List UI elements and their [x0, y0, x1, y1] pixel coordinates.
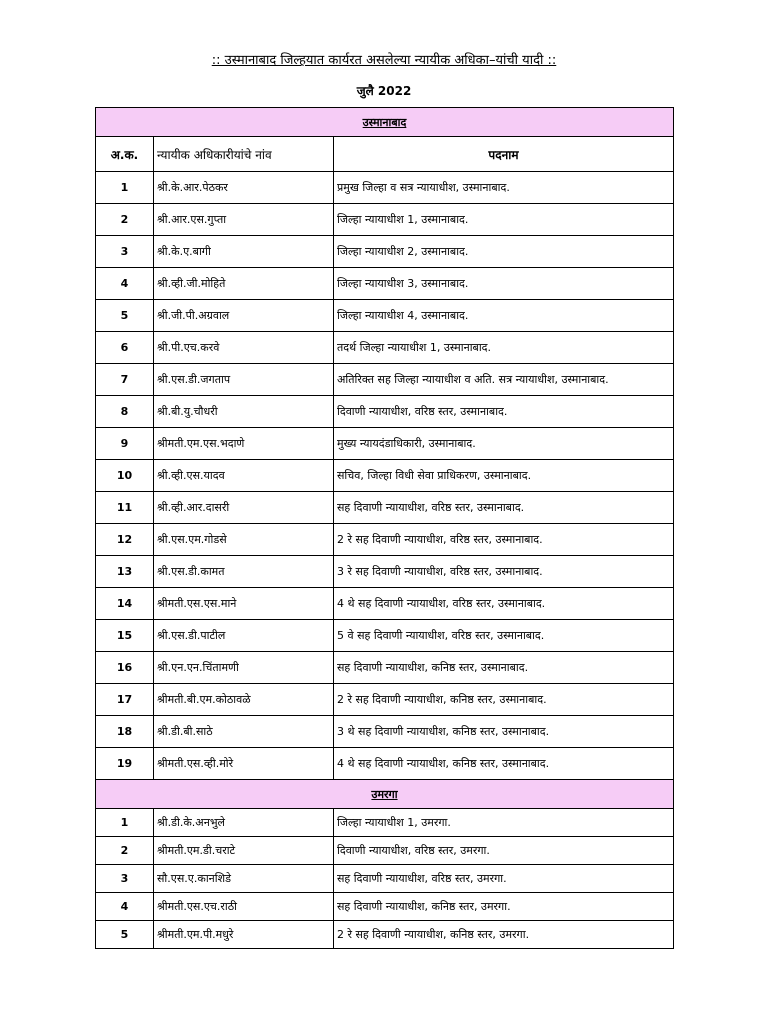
officer-name: श्रीमती.एम.पी.मधुरे — [154, 921, 334, 949]
row-number: 15 — [96, 620, 154, 652]
officer-designation: दिवाणी न्यायाधीश, वरिष्ठ स्तर, उस्मानाबाद. — [334, 396, 674, 428]
officer-name: श्रीमती.एस.व्ही.मोरे — [154, 748, 334, 780]
table-row — [96, 300, 674, 332]
officer-name: श्री.एस.एम.गोडसे — [154, 524, 334, 556]
officer-name: श्रीमती.एस.एस.माने — [154, 588, 334, 620]
row-number: 13 — [96, 556, 154, 588]
row-number: 8 — [96, 396, 154, 428]
row-number: 16 — [96, 652, 154, 684]
officer-name: श्री.जी.पी.अग्रवाल — [154, 300, 334, 332]
officer-name: श्री.एस.डी.जगताप — [154, 364, 334, 396]
table-row — [96, 837, 674, 865]
officer-name: श्री.के.ए.बागी — [154, 236, 334, 268]
document-date: जुलै 2022 — [356, 84, 412, 98]
row-number: 5 — [96, 300, 154, 332]
row-number: 3 — [96, 236, 154, 268]
officer-name: श्रीमती.एम.एस.भदाणे — [154, 428, 334, 460]
officer-name: श्री.व्ही.जी.मोहिते — [154, 268, 334, 300]
officer-designation: अतिरिक्त सह जिल्हा न्यायाधीश व अति. सत्र न्यायाधीश, उस्मानाबाद. — [334, 364, 674, 396]
table-row — [96, 428, 674, 460]
officer-designation: 4 थे सह दिवाणी न्यायाधीश, कनिष्ठ स्तर, उस्मानाबाद. — [334, 748, 674, 780]
row-number: 11 — [96, 492, 154, 524]
row-number: 19 — [96, 748, 154, 780]
row-number: 5 — [96, 921, 154, 949]
officer-name: सौ.एस.ए.कानशिडे — [154, 865, 334, 893]
officer-designation: तदर्थ जिल्हा न्यायाधीश 1, उस्मानाबाद. — [334, 332, 674, 364]
column-header-number: अ.क. — [96, 137, 154, 172]
officer-name: श्री.एस.डी.कामत — [154, 556, 334, 588]
officer-name: श्री.एन.एन.चिंतामणी — [154, 652, 334, 684]
officer-name: श्री.डी.बी.साठे — [154, 716, 334, 748]
officer-name: श्रीमती.बी.एम.कोठावळे — [154, 684, 334, 716]
table-row — [96, 236, 674, 268]
officer-designation: 2 रे सह दिवाणी न्यायाधीश, वरिष्ठ स्तर, उस्मानाबाद. — [334, 524, 674, 556]
table-row — [96, 172, 674, 204]
officer-name: श्री.पी.एच.करवे — [154, 332, 334, 364]
officer-name: श्री.डी.के.अनभुले — [154, 809, 334, 837]
section-header-row — [96, 108, 674, 137]
row-number: 1 — [96, 809, 154, 837]
table-row — [96, 332, 674, 364]
officer-designation: जिल्हा न्यायाधीश 2, उस्मानाबाद. — [334, 236, 674, 268]
table-row — [96, 492, 674, 524]
officer-designation: जिल्हा न्यायाधीश 3, उस्मानाबाद. — [334, 268, 674, 300]
table-row — [96, 748, 674, 780]
officer-name: श्रीमती.एस.एच.राठी — [154, 893, 334, 921]
officer-designation: 2 रे सह दिवाणी न्यायाधीश, कनिष्ठ स्तर, उस्मानाबाद. — [334, 684, 674, 716]
row-number: 17 — [96, 684, 154, 716]
officer-name: श्री.व्ही.एस.यादव — [154, 460, 334, 492]
row-number: 2 — [96, 204, 154, 236]
officer-name: श्री.बी.यु.चौधरी — [154, 396, 334, 428]
page-title: :: उस्मानाबाद जिल्हयात कार्यरत असलेल्या न्यायीक अधिका–यांची यादी :: — [211, 53, 557, 68]
row-number: 2 — [96, 837, 154, 865]
officers-table — [95, 107, 674, 949]
table-row — [96, 809, 674, 837]
officer-designation: 2 रे सह दिवाणी न्यायाधीश, कनिष्ठ स्तर, उमरगा. — [334, 921, 674, 949]
table-row — [96, 684, 674, 716]
officer-name: श्री.आर.एस.गुप्ता — [154, 204, 334, 236]
table-row — [96, 556, 674, 588]
section-title: उमरगा — [96, 780, 674, 809]
table-row — [96, 865, 674, 893]
section-header-row — [96, 780, 674, 809]
table-row — [96, 921, 674, 949]
table-row — [96, 364, 674, 396]
officer-designation: सह दिवाणी न्यायाधीश, वरिष्ठ स्तर, उमरगा. — [334, 865, 674, 893]
row-number: 12 — [96, 524, 154, 556]
officer-designation: जिल्हा न्यायाधीश 4, उस्मानाबाद. — [334, 300, 674, 332]
row-number: 10 — [96, 460, 154, 492]
table-row — [96, 620, 674, 652]
officer-designation: जिल्हा न्यायाधीश 1, उस्मानाबाद. — [334, 204, 674, 236]
officer-designation: 3 रे सह दिवाणी न्यायाधीश, वरिष्ठ स्तर, उस्मानाबाद. — [334, 556, 674, 588]
officer-name: श्री.एस.डी.पाटील — [154, 620, 334, 652]
officer-designation: दिवाणी न्यायाधीश, वरिष्ठ स्तर, उमरगा. — [334, 837, 674, 865]
officer-designation: सह दिवाणी न्यायाधीश, कनिष्ठ स्तर, उस्मानाबाद. — [334, 652, 674, 684]
officer-designation: मुख्य न्यायदंडाधिकारी, उस्मानाबाद. — [334, 428, 674, 460]
table-row — [96, 652, 674, 684]
table-row — [96, 460, 674, 492]
section-title: उस्मानाबाद — [96, 108, 674, 137]
row-number: 18 — [96, 716, 154, 748]
officer-designation: 3 थे सह दिवाणी न्यायाधीश, कनिष्ठ स्तर, उस्मानाबाद. — [334, 716, 674, 748]
officer-designation: जिल्हा न्यायाधीश 1, उमरगा. — [334, 809, 674, 837]
table-row — [96, 716, 674, 748]
column-header-name: न्यायीक अधिकारीयांचे नांव — [154, 137, 334, 172]
row-number: 6 — [96, 332, 154, 364]
officer-designation: सह दिवाणी न्यायाधीश, वरिष्ठ स्तर, उस्मानाबाद. — [334, 492, 674, 524]
row-number: 9 — [96, 428, 154, 460]
officer-designation: सचिव, जिल्हा विधी सेवा प्राधिकरण, उस्मानाबाद. — [334, 460, 674, 492]
row-number: 3 — [96, 865, 154, 893]
officer-name: श्री.व्ही.आर.दासरी — [154, 492, 334, 524]
officer-name: श्री.के.आर.पेठकर — [154, 172, 334, 204]
row-number: 14 — [96, 588, 154, 620]
table-row — [96, 396, 674, 428]
officer-designation: 5 वे सह दिवाणी न्यायाधीश, वरिष्ठ स्तर, उस्मानाबाद. — [334, 620, 674, 652]
row-number: 7 — [96, 364, 154, 396]
officer-designation: 4 थे सह दिवाणी न्यायाधीश, वरिष्ठ स्तर, उस्मानाबाद. — [334, 588, 674, 620]
row-number: 1 — [96, 172, 154, 204]
table-row — [96, 268, 674, 300]
column-header-designation: पदनाम — [334, 137, 674, 172]
table-row — [96, 204, 674, 236]
table-row — [96, 893, 674, 921]
column-header-row — [96, 137, 674, 172]
table-row — [96, 524, 674, 556]
row-number: 4 — [96, 268, 154, 300]
officer-designation: सह दिवाणी न्यायाधीश, कनिष्ठ स्तर, उमरगा. — [334, 893, 674, 921]
table-row — [96, 588, 674, 620]
officer-name: श्रीमती.एम.डी.चराटे — [154, 837, 334, 865]
row-number: 4 — [96, 893, 154, 921]
officer-designation: प्रमुख जिल्हा व सत्र न्यायाधीश, उस्मानाबाद. — [334, 172, 674, 204]
